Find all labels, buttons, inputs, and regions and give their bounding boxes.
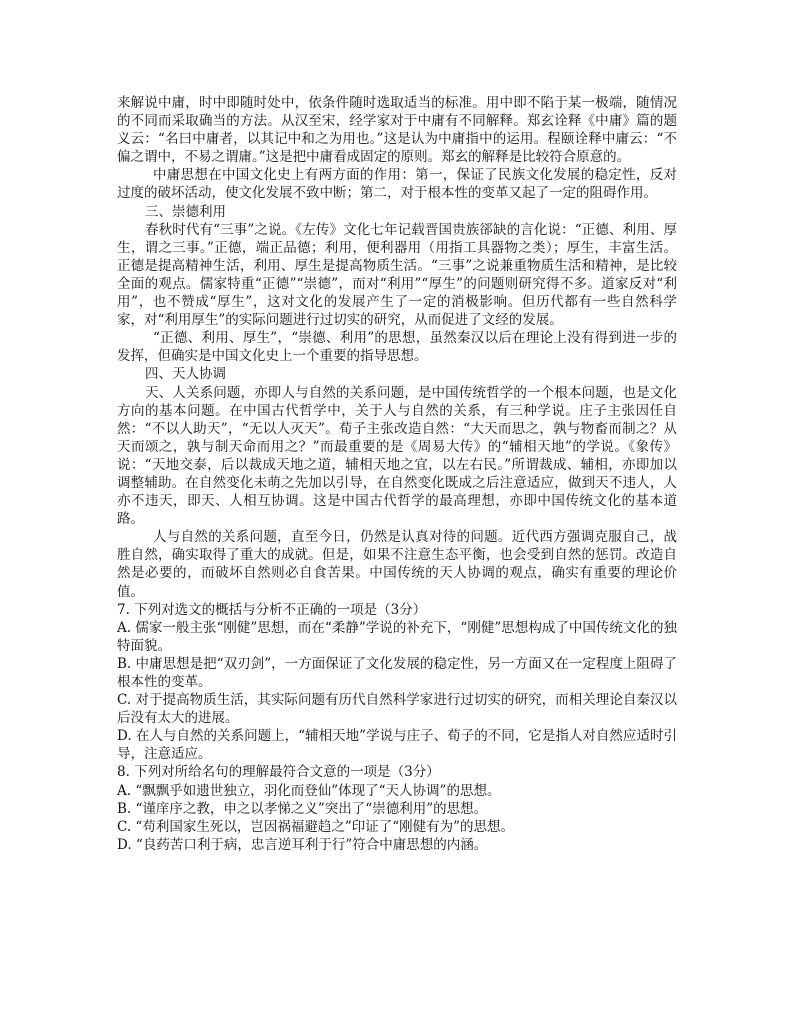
question-7-option-c: C. 对于提高物质生活，其实际问题有历代自然科学家进行过切实的研究，而相关理论自秦汉以后没有太大的进展。: [117, 692, 677, 727]
question-8-option-b: B. “谨庠序之教，申之以孝悌之义”突出了“崇德利用”的思想。: [117, 800, 488, 817]
section-heading-chongde: 三、崇德利用: [145, 203, 226, 220]
section-heading-tianren: 四、天人协调: [145, 366, 226, 383]
paragraph-human-nature: 人与自然的关系问题，直至今日，仍然是认真对待的问题。近代西方强调克服自己，战胜自然，确实取得了重大的成就。但是，如果不注意生态平衡，也会受到自然的惩罚。改造自然是必要的，而破坏自然则必自食苦果。中国传统的天人协调的观点，确实有重要的理论价值。: [117, 529, 677, 600]
question-7-stem: 7. 下列对选文的概括与分析不正确的一项是（3分）: [117, 601, 427, 618]
question-8-option-a: A. “飘飘乎如遗世独立，羽化而登仙”体现了“天人协调”的思想。: [117, 782, 501, 799]
paragraph-sanshi: 春秋时代有“三事”之说。《左传》文化七年记载晋国贵族郤缺的言化说：“正德、利用、厚生，谓之三事。”正德，端正品德；利用，便利器用（用指工具器物之类）；厚生，丰富生活。正德是提高精神生活，利用、厚生是提高物质生活。“三事”之说兼重物质生活和精神，是比较全面的观点。儒家特重“正德”“崇德”，而对“利用”“厚生”的问题则研究得不多。道家反对“利用”，也不赞成“厚生”，这对文化的发展产生了一定的消极影响。但历代都有一些自然科学家，对“利用厚生”的实际问题进行过切实的研究，从而促进了文经的发展。: [117, 221, 677, 329]
question-8-option-d: D. “良药苦口利于病，忠言逆耳利于行”符合中庸思想的内涵。: [117, 836, 488, 853]
paragraph-zhongyong-explanation: 来解说中庸，时中即随时处中，依条件随时选取适当的标准。用中即不陷于某一极端，随情况的不同而采取确当的方法。从汉至宋，经学家对于中庸有不同解释。郑玄诠释《中庸》篇的题义云：“名曰中庸者，以其记中和之为用也。”这是认为中庸指中的运用。程颐诠释中庸云：“不偏之谓中，不易之谓庸。”这是把中庸看成固定的原则。郑玄的解释是比较符合原意的。: [117, 95, 677, 166]
question-8-stem: 8. 下列对所给名句的理解最符合文意的一项是（3分）: [117, 764, 440, 781]
question-7-option-b: B. 中庸思想是把“双刃剑”，一方面保证了文化发展的稳定性，另一方面又在一定程度上阻碍了根本性的变革。: [117, 655, 677, 690]
question-7-option-d: D. 在人与自然的关系问题上，“辅相天地”学说与庄子、荀子的不同，它是指人对自然应适时引导，注意适应。: [117, 728, 677, 763]
question-7-option-a: A. 儒家一般主张“刚健”思想，而在“柔静”学说的补充下，“刚健”思想构成了中国传统文化的独特面貌。: [117, 619, 677, 654]
paragraph-zhongyong-role: 中庸思想在中国文化史上有两方面的作用：第一，保证了民族文化发展的稳定性，反对过度的破坏活动，使文化发展不致中断；第二，对于根本性的变革又起了一定的阻碍作用。: [117, 167, 677, 202]
document-page: [117, 94, 677, 854]
paragraph-tianren-relation: 天、人关系问题，亦即人与自然的关系问题，是中国传统哲学的一个根本问题，也是文化方向的基本问题。在中国古代哲学中，关于人与自然的关系，有三种学说。庄子主张因任自然：“不以人助天”，“无以人灭天”。荀子主张改造自然：“大天而思之，孰与物畜而制之？从天而颂之，孰与制天命而用之？”而最重要的是《周易大传》的“辅相天地”的学说。《象传》说：“天地交泰，后以裁成天地之道，辅相天地之宜，以左右民。”所谓裁成、辅相，亦即加以调整辅助。在自然变化未萌之先加以引导，在自然变化既成之后注意适应，做到天不违人，人亦不违天，即天、人相互协调。这是中国古代哲学的最高理想，亦即中国传统文化的基本道路。: [117, 384, 677, 528]
paragraph-zhengde-summary: “正德、利用、厚生”，“崇德、利用”的思想，虽然秦汉以后在理论上没有得到进一步的发挥，但确实是中国文化史上一个重要的指导思想。: [117, 330, 677, 365]
question-8-option-c: C. “苟利国家生死以，岂因祸福避趋之”印证了“刚健有为”的思想。: [117, 818, 515, 835]
